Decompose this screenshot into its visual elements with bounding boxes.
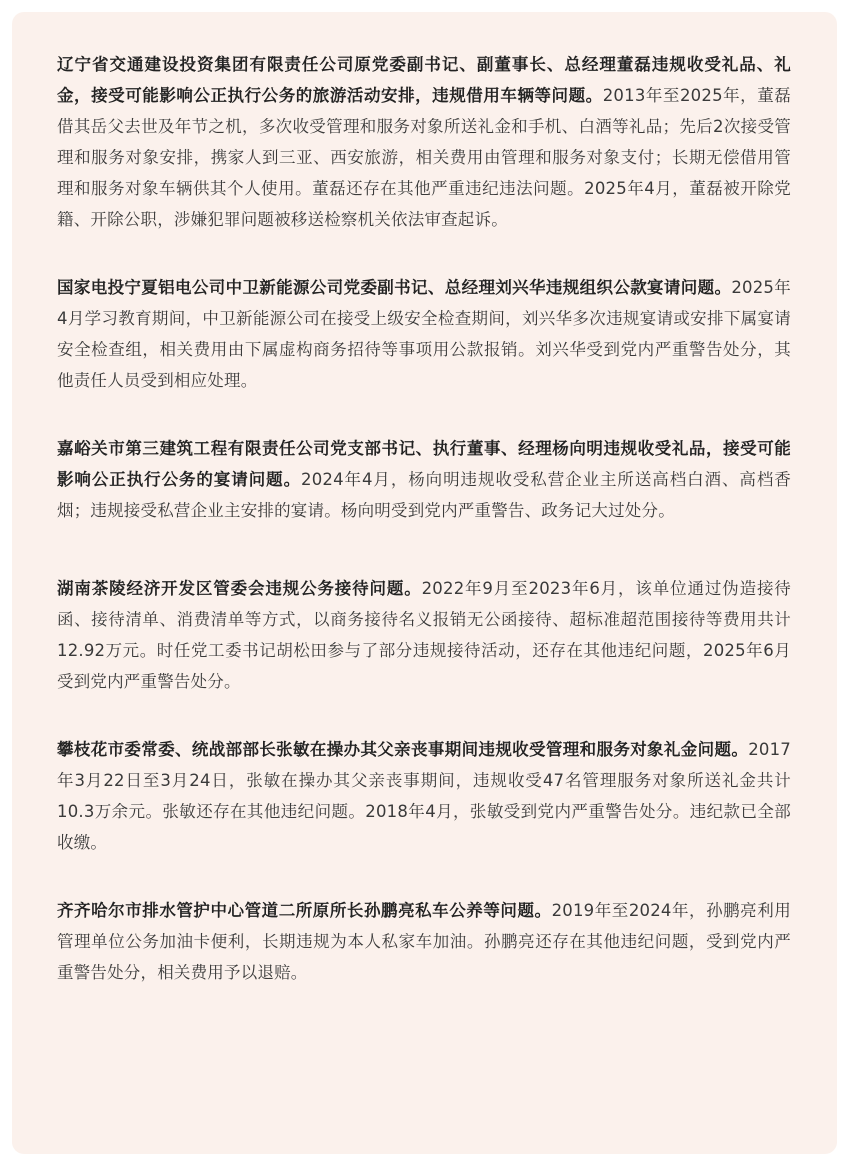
article-card bbox=[12, 12, 837, 1154]
case-6-body: 2019年至2024年，孙鹏亮利用管理单位公务加油卡便利，长期违规为本人私家车加油。孙鹏亮还存在其他违纪问题，受到党内严重警告处分，相关费用予以退赔。 bbox=[57, 901, 791, 982]
case-4-heading: 湖南茶陵经济开发区管委会违规公务接待问题。 bbox=[57, 579, 422, 598]
case-1-body: 2013年至2025年，董磊借其岳父去世及年节之机，多次收受管理和服务对象所送礼金和手机、白酒等礼品；先后2次接受管理和服务对象安排，携家人到三亚、西安旅游，相关费用由管理和服务对象支付；长期无偿借用管理和服务对象车辆供其个人使用。董磊还存在其他严重违纪违法问题。2025年4月，董磊被开除党籍、开除公职，涉嫌犯罪问题被移送检察机关依法审查起诉。 bbox=[57, 86, 791, 229]
case-paragraph-5 bbox=[57, 734, 791, 858]
case-5-heading: 攀枝花市委常委、统战部部长张敏在操办其父亲丧事期间违规收受管理和服务对象礼金问题。 bbox=[57, 740, 749, 759]
case-3-heading: 嘉峪关市第三建筑工程有限责任公司党支部书记、执行董事、经理杨向明违规收受礼品，接受可能影响公正执行公务的宴请问题。 bbox=[57, 439, 791, 489]
case-6-heading: 齐齐哈尔市排水管护中心管道二所原所长孙鹏亮私车公养等问题。 bbox=[57, 901, 552, 920]
case-3-body: 2024年4月，杨向明违规收受私营企业主所送高档白酒、高档香烟；违规接受私营企业主安排的宴请。杨向明受到党内严重警告、政务记大过处分。 bbox=[57, 470, 791, 520]
case-1-heading: 辽宁省交通建设投资集团有限责任公司原党委副书记、副董事长、总经理董磊违规收受礼品、礼金，接受可能影响公正执行公务的旅游活动安排，违规借用车辆等问题。 bbox=[57, 55, 791, 105]
case-2-body: 2025年4月学习教育期间，中卫新能源公司在接受上级安全检查期间，刘兴华多次违规宴请或安排下属宴请安全检查组，相关费用由下属虚构商务招待等事项用公款报销。刘兴华受到党内严重警告处分，其他责任人员受到相应处理。 bbox=[57, 278, 791, 390]
case-paragraph-2 bbox=[57, 272, 791, 396]
case-5-body: 2017年3月22日至3月24日，张敏在操办其父亲丧事期间，违规收受47名管理服务对象所送礼金共计10.3万余元。张敏还存在其他违纪问题。2018年4月，张敏受到党内严重警告处分。违纪款已全部收缴。 bbox=[57, 740, 791, 852]
case-paragraph-1 bbox=[57, 49, 791, 235]
case-2-heading: 国家电投宁夏铝电公司中卫新能源公司党委副书记、总经理刘兴华违规组织公款宴请问题。 bbox=[57, 278, 732, 297]
case-paragraph-4 bbox=[57, 573, 791, 697]
case-4-body: 2022年9月至2023年6月，该单位通过伪造接待函、接待清单、消费清单等方式，以商务接待名义报销无公函接待、超标准超范围接待等费用共计12.92万元。时任党工委书记胡松田参与了部分违规接待活动，还存在其他违纪问题，2025年6月受到党内严重警告处分。 bbox=[57, 579, 792, 691]
case-paragraph-6 bbox=[57, 895, 791, 988]
case-paragraph-3 bbox=[57, 433, 791, 526]
